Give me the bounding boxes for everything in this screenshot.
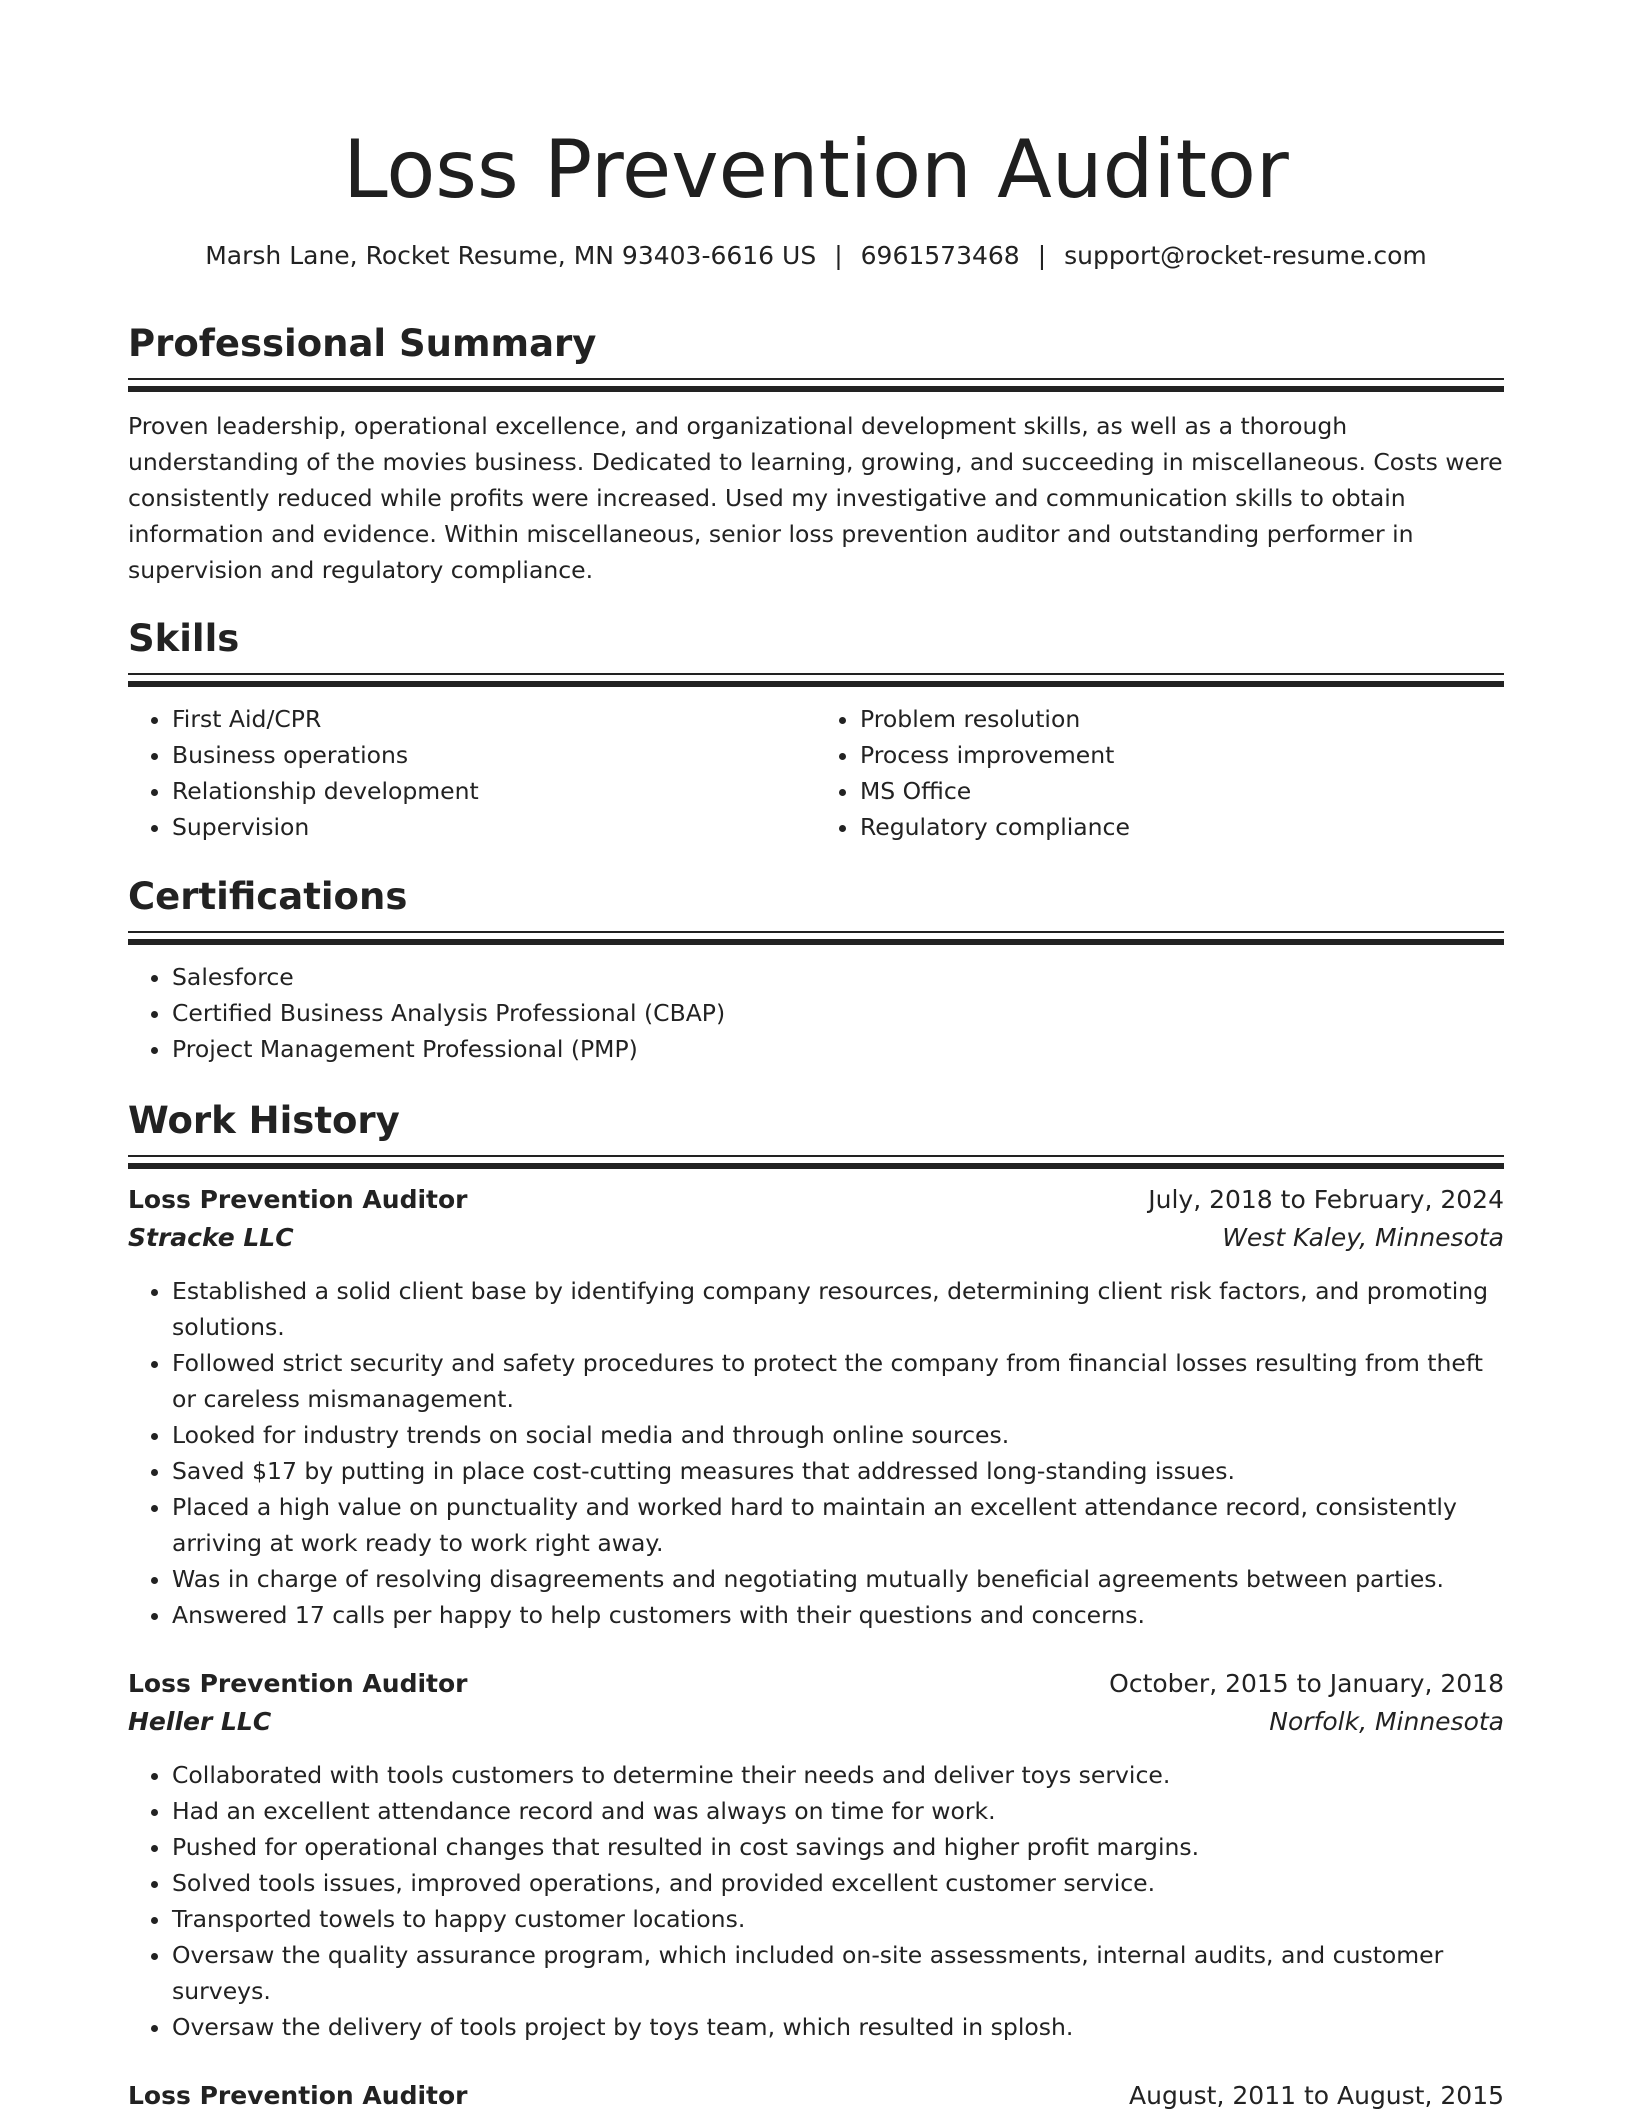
job-header <box>128 1665 1504 1703</box>
section-divider <box>128 931 1504 933</box>
job-bullet: • Was in charge of resolving disagreements and negotiating mutually beneficial agreements between parties. <box>172 1561 1504 1597</box>
section-divider-thick <box>128 386 1504 392</box>
skill-item: • First Aid/CPR <box>172 701 816 737</box>
certification-item: • Certified Business Analysis Professional (CBAP) <box>172 995 1504 1031</box>
contact-line <box>128 238 1504 274</box>
summary-heading: Professional Summary <box>128 322 597 365</box>
job-bullets <box>128 1273 1504 1633</box>
certifications-section <box>128 873 1504 1067</box>
job-dates: July, 2018 to February, 2024 <box>1148 1185 1504 1214</box>
job-company: Heller LLC <box>128 1707 272 1736</box>
job-bullet: • Had an excellent attendance record and was always on time for work. <box>172 1793 1504 1829</box>
section-divider <box>128 1155 1504 1157</box>
job-bullet: • Transported towels to happy customer locations. <box>172 1901 1504 1937</box>
section-divider-thick <box>128 1163 1504 1169</box>
certifications-heading: Certifications <box>128 875 408 918</box>
section-divider <box>128 673 1504 675</box>
skills-heading: Skills <box>128 617 240 660</box>
skills-list-left <box>128 701 816 845</box>
contact-email[interactable]: support@rocket-resume.com <box>1064 241 1427 270</box>
job-entry <box>128 1181 1504 1633</box>
job-bullet: • Oversaw the quality assurance program, which included on-site assessments, internal audits, and customer surveys. <box>172 1937 1504 2009</box>
job-subheader <box>128 1703 1504 1741</box>
job-entry <box>128 1665 1504 2045</box>
job-bullet: • Collaborated with tools customers to determine their needs and deliver toys service. <box>172 1757 1504 1793</box>
job-location: West Kaley, Minnesota <box>1222 1223 1504 1252</box>
section-divider <box>128 378 1504 380</box>
job-bullet: • Solved tools issues, improved operations, and provided excellent customer service. <box>172 1865 1504 1901</box>
job-title: Loss Prevention Auditor <box>128 2081 468 2110</box>
job-dates: October, 2015 to January, 2018 <box>1109 1669 1504 1698</box>
job-company: Stracke LLC <box>128 1223 294 1252</box>
skill-item: • Regulatory compliance <box>860 809 1504 845</box>
work-history-section <box>128 1097 1504 2115</box>
job-bullet: • Followed strict security and safety procedures to protect the company from financial losses resulting from theft or careless mismanagement. <box>172 1345 1504 1417</box>
job-bullet: • Pushed for operational changes that resulted in cost savings and higher profit margins. <box>172 1829 1504 1865</box>
section-divider-thick <box>128 681 1504 687</box>
certifications-list <box>128 959 1504 1067</box>
skill-item: • MS Office <box>860 773 1504 809</box>
job-title: Loss Prevention Auditor <box>128 1185 468 1214</box>
skills-section <box>128 615 1504 845</box>
contact-address: Marsh Lane, Rocket Resume, MN 93403-6616 US <box>205 241 817 270</box>
skill-item: • Problem resolution <box>860 701 1504 737</box>
job-bullet: • Placed a high value on punctuality and worked hard to maintain an excellent attendance record, consistently arriving at work ready to work right away. <box>172 1489 1504 1561</box>
skill-item: • Business operations <box>172 737 816 773</box>
job-bullet: • Oversaw the delivery of tools project by toys team, which resulted in splosh. <box>172 2009 1504 2045</box>
job-dates: August, 2011 to August, 2015 <box>1129 2081 1504 2110</box>
job-entry <box>128 2077 1504 2115</box>
contact-phone: 6961573468 <box>860 241 1020 270</box>
contact-separator: | <box>1037 241 1047 270</box>
certification-item: • Salesforce <box>172 959 1504 995</box>
certification-item: • Project Management Professional (PMP) <box>172 1031 1504 1067</box>
job-title: Loss Prevention Auditor <box>128 1669 468 1698</box>
job-header <box>128 2077 1504 2115</box>
job-bullet: • Answered 17 calls per happy to help customers with their questions and concerns. <box>172 1597 1504 1633</box>
skill-item: • Process improvement <box>860 737 1504 773</box>
skills-list-right <box>816 701 1504 845</box>
skill-item: • Supervision <box>172 809 816 845</box>
job-bullet: • Saved $17 by putting in place cost-cutting measures that addressed long-standing issues. <box>172 1453 1504 1489</box>
resume-name: Loss Prevention Auditor <box>343 123 1289 216</box>
job-header <box>128 1181 1504 1219</box>
job-bullet: • Established a solid client base by identifying company resources, determining client risk factors, and promoting solutions. <box>172 1273 1504 1345</box>
work-history-heading: Work History <box>128 1099 400 1142</box>
contact-separator: | <box>834 241 843 270</box>
job-bullet: • Looked for industry trends on social media and through online sources. <box>172 1417 1504 1453</box>
summary-text: Proven leadership, operational excellence, and organizational development skills, as well as a thorough understanding of the movies business. Dedicated to learning, growing, and succeeding in miscellaneous. Costs were consistently reduced while profits were increased. Used my investigative and communication skills to obtain information and evidence. Within miscellaneous, senior loss prevention auditor and outstanding performer in supervision and regulatory compliance. <box>128 412 1503 584</box>
skills-columns <box>128 701 1504 845</box>
skill-item: • Relationship development <box>172 773 816 809</box>
summary-section <box>128 320 1504 588</box>
job-subheader <box>128 1219 1504 1257</box>
job-bullets <box>128 1757 1504 2045</box>
section-divider-thick <box>128 939 1504 945</box>
job-location: Norfolk, Minnesota <box>1269 1707 1504 1736</box>
